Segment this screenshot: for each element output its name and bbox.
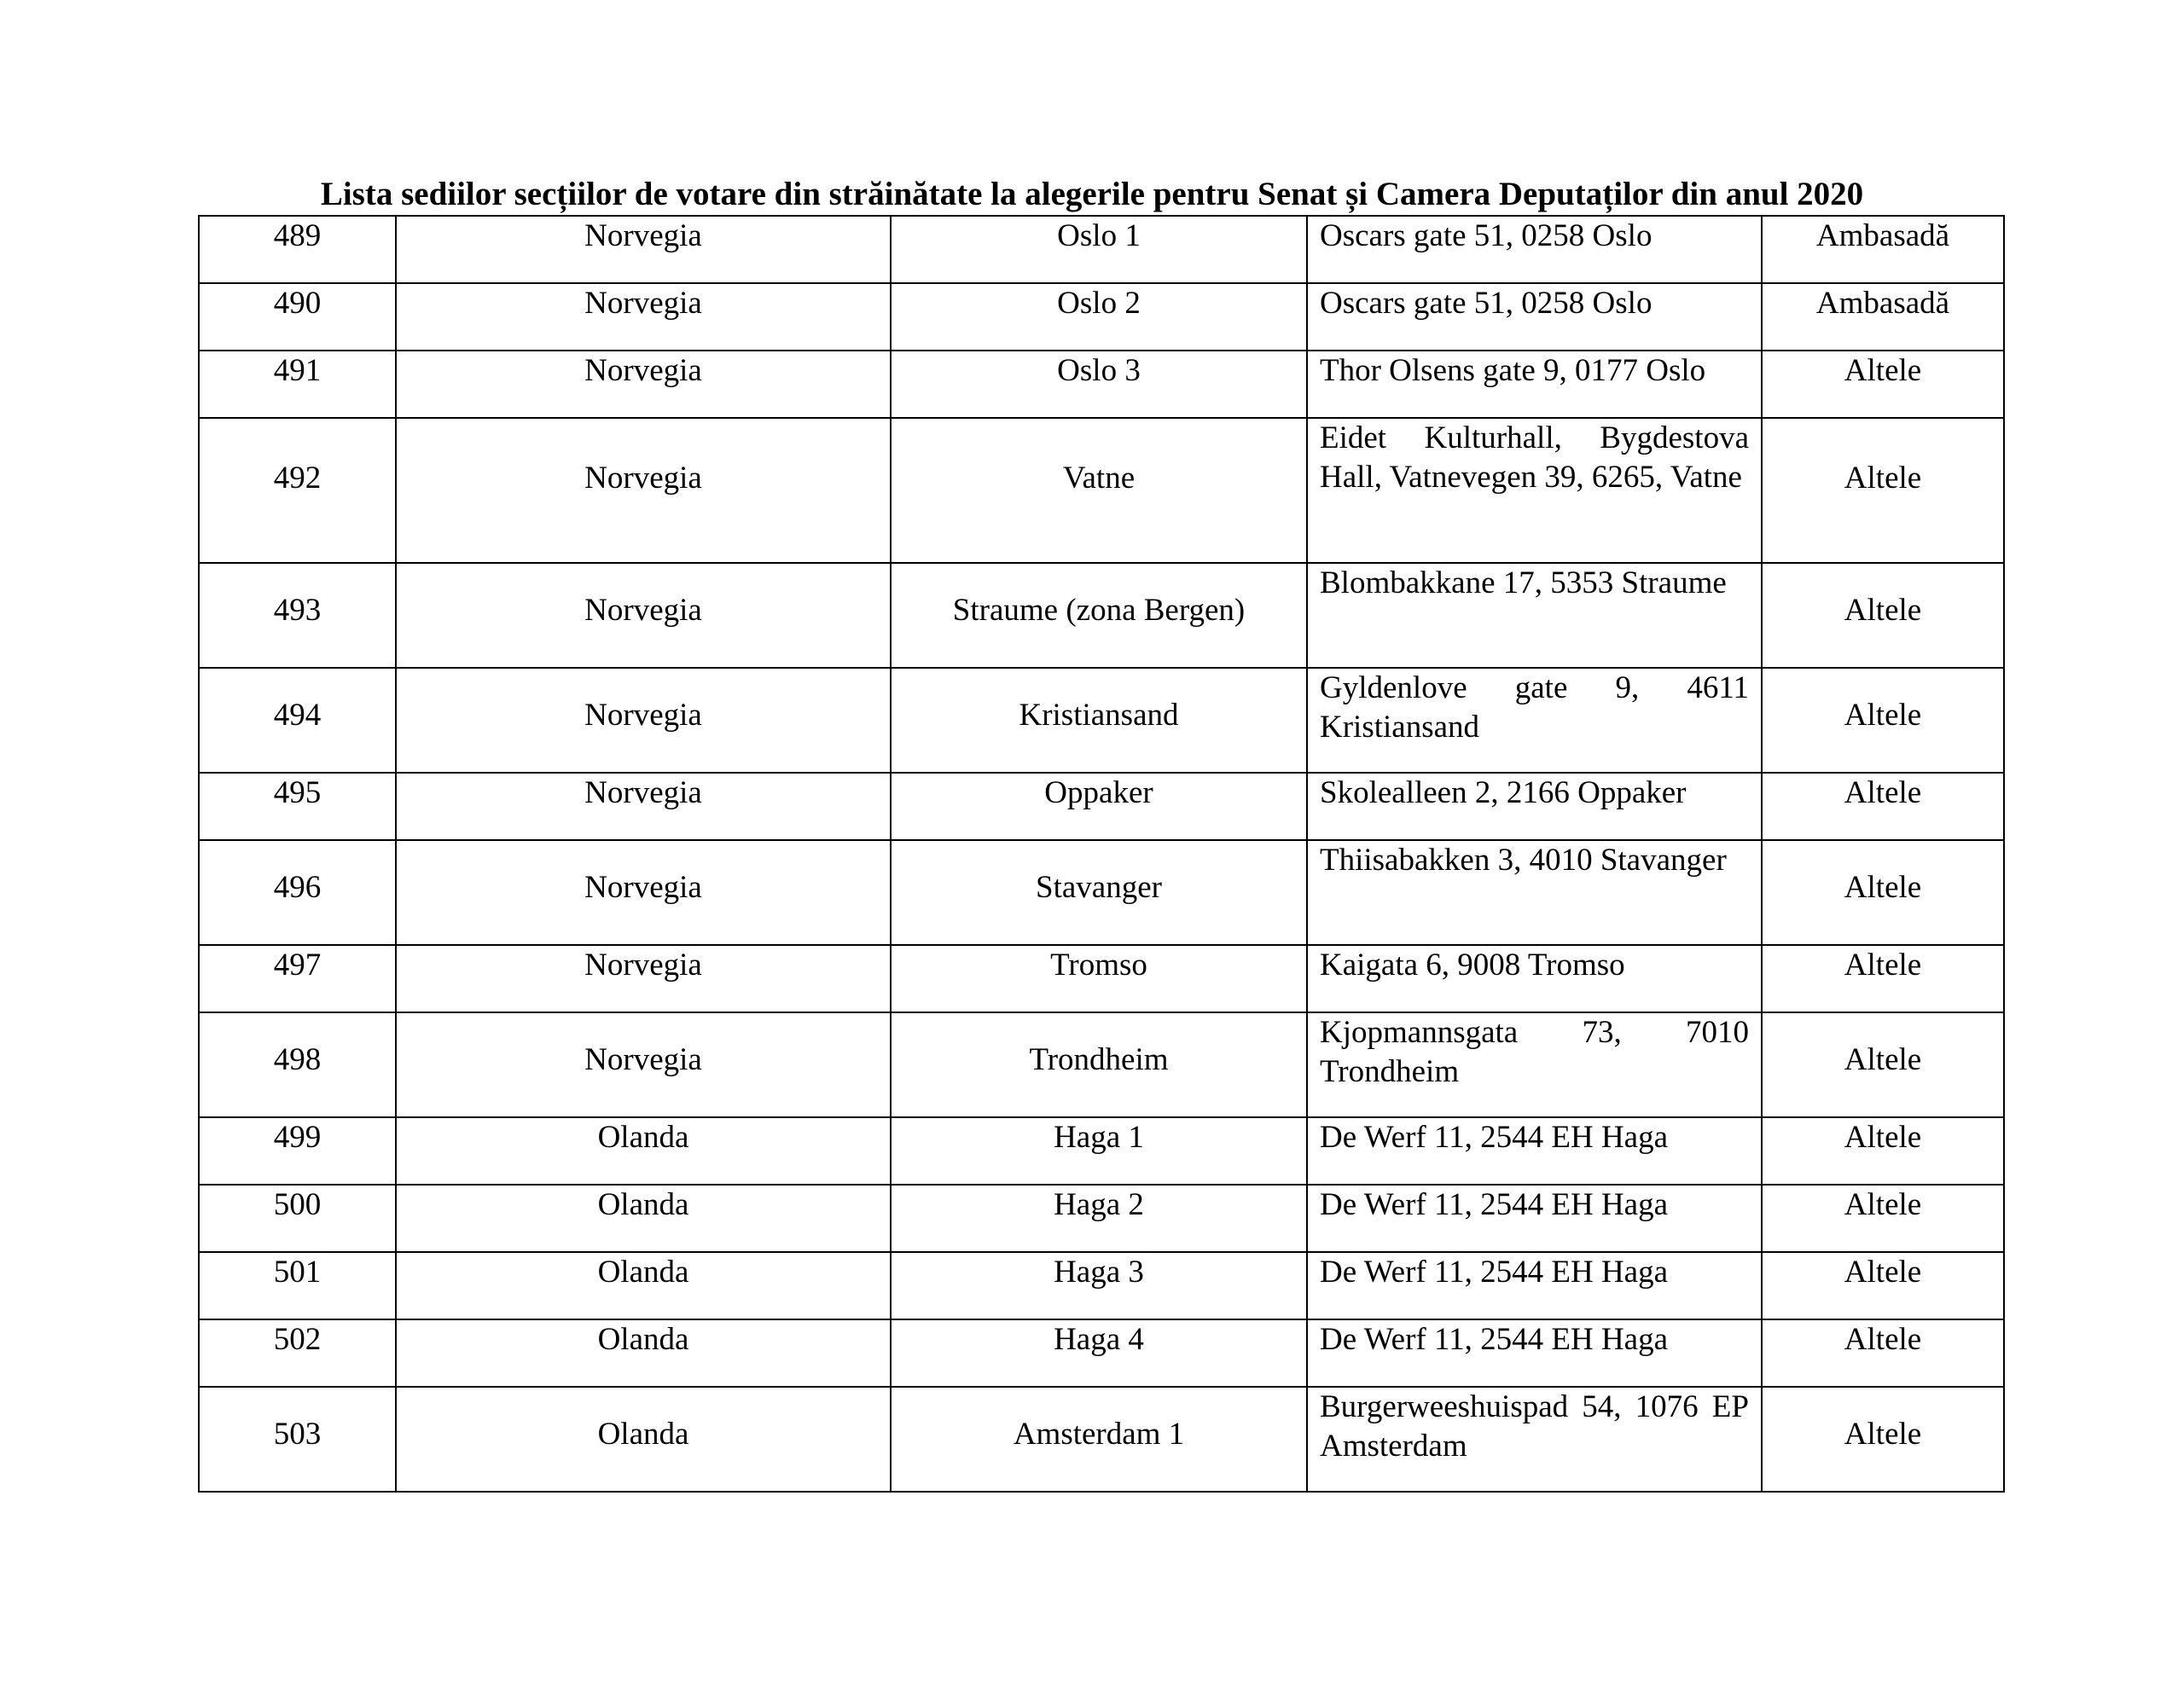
address-cell: Eidet Kulturhall, Bygdestova Hall, Vatnevegen 39, 6265, Vatne [1307, 418, 1762, 563]
country-cell: Norvegia [396, 418, 891, 563]
venue-type-cell: Altele [1762, 351, 2004, 418]
table-row [199, 283, 2004, 351]
table-row [199, 1117, 2004, 1185]
address-cell: De Werf 11, 2544 EH Haga [1307, 1319, 1762, 1387]
station-number: 493 [199, 563, 396, 668]
venue-type-cell: Altele [1762, 1185, 2004, 1252]
venue-type-cell: Altele [1762, 945, 2004, 1012]
locality-cell: Haga 3 [891, 1252, 1307, 1319]
locality-cell: Oslo 3 [891, 351, 1307, 418]
locality-cell: Oslo 1 [891, 216, 1307, 283]
table-row [199, 1387, 2004, 1492]
country-cell: Norvegia [396, 773, 891, 840]
country-cell: Olanda [396, 1319, 891, 1387]
address-cell: Kjopmannsgata 73, 7010 Trondheim [1307, 1012, 1762, 1117]
locality-cell: Haga 1 [891, 1117, 1307, 1185]
venue-type-cell: Altele [1762, 563, 2004, 668]
venue-type-cell: Altele [1762, 773, 2004, 840]
country-cell: Norvegia [396, 1012, 891, 1117]
address-cell: Skolealleen 2, 2166 Oppaker [1307, 773, 1762, 840]
venue-type-cell: Altele [1762, 1319, 2004, 1387]
address-cell: Oscars gate 51, 0258 Oslo [1307, 283, 1762, 351]
locality-cell: Tromso [891, 945, 1307, 1012]
venue-type-cell: Altele [1762, 1387, 2004, 1492]
address-cell: Oscars gate 51, 0258 Oslo [1307, 216, 1762, 283]
country-cell: Norvegia [396, 351, 891, 418]
country-cell: Norvegia [396, 945, 891, 1012]
address-cell: De Werf 11, 2544 EH Haga [1307, 1185, 1762, 1252]
locality-cell: Vatne [891, 418, 1307, 563]
address-cell: Gyldenlove gate 9, 4611 Kristiansand [1307, 668, 1762, 773]
country-cell: Olanda [396, 1387, 891, 1492]
locality-cell: Oppaker [891, 773, 1307, 840]
venue-type-cell: Altele [1762, 1252, 2004, 1319]
table-row [199, 1319, 2004, 1387]
station-number: 497 [199, 945, 396, 1012]
address-cell: Thor Olsens gate 9, 0177 Oslo [1307, 351, 1762, 418]
table-row [199, 351, 2004, 418]
table-row [199, 945, 2004, 1012]
page-title: Lista sediilor secțiilor de votare din străinătate la alegerile pentru Senat și Camera Deputaților din anul 2020 [320, 176, 1864, 212]
station-number: 495 [199, 773, 396, 840]
venue-type-cell: Ambasadă [1762, 216, 2004, 283]
table-row [199, 668, 2004, 773]
venue-type-cell: Altele [1762, 840, 2004, 945]
address-cell: Kaigata 6, 9008 Tromso [1307, 945, 1762, 1012]
station-number: 502 [199, 1319, 396, 1387]
locality-cell: Stavanger [891, 840, 1307, 945]
venue-type-cell: Altele [1762, 668, 2004, 773]
venue-type-cell: Ambasadă [1762, 283, 2004, 351]
country-cell: Norvegia [396, 216, 891, 283]
locality-cell: Haga 2 [891, 1185, 1307, 1252]
locality-cell: Trondheim [891, 1012, 1307, 1117]
address-cell: De Werf 11, 2544 EH Haga [1307, 1252, 1762, 1319]
table-row [199, 563, 2004, 668]
station-number: 496 [199, 840, 396, 945]
address-cell: Thiisabakken 3, 4010 Stavanger [1307, 840, 1762, 945]
locality-cell: Oslo 2 [891, 283, 1307, 351]
country-cell: Norvegia [396, 668, 891, 773]
address-cell: Burgerweeshuispad 54, 1076 EP Amsterdam [1307, 1387, 1762, 1492]
country-cell: Norvegia [396, 563, 891, 668]
polling-stations-table [198, 215, 2005, 1493]
table-row [199, 418, 2004, 563]
station-number: 492 [199, 418, 396, 563]
station-number: 499 [199, 1117, 396, 1185]
station-number: 494 [199, 668, 396, 773]
venue-type-cell: Altele [1762, 1012, 2004, 1117]
country-cell: Olanda [396, 1185, 891, 1252]
station-number: 491 [199, 351, 396, 418]
station-number: 489 [199, 216, 396, 283]
table-row [199, 840, 2004, 945]
station-number: 501 [199, 1252, 396, 1319]
locality-cell: Kristiansand [891, 668, 1307, 773]
country-cell: Norvegia [396, 840, 891, 945]
table-row [199, 1252, 2004, 1319]
table-row [199, 216, 2004, 283]
table-row [199, 1185, 2004, 1252]
table-row [199, 773, 2004, 840]
country-cell: Olanda [396, 1117, 891, 1185]
station-number: 503 [199, 1387, 396, 1492]
address-cell: Blombakkane 17, 5353 Straume [1307, 563, 1762, 668]
locality-cell: Amsterdam 1 [891, 1387, 1307, 1492]
address-cell: De Werf 11, 2544 EH Haga [1307, 1117, 1762, 1185]
country-cell: Norvegia [396, 283, 891, 351]
locality-cell: Haga 4 [891, 1319, 1307, 1387]
venue-type-cell: Altele [1762, 1117, 2004, 1185]
table-row [199, 1012, 2004, 1117]
station-number: 500 [199, 1185, 396, 1252]
station-number: 498 [199, 1012, 396, 1117]
station-number: 490 [199, 283, 396, 351]
country-cell: Olanda [396, 1252, 891, 1319]
locality-cell: Straume (zona Bergen) [891, 563, 1307, 668]
venue-type-cell: Altele [1762, 418, 2004, 563]
